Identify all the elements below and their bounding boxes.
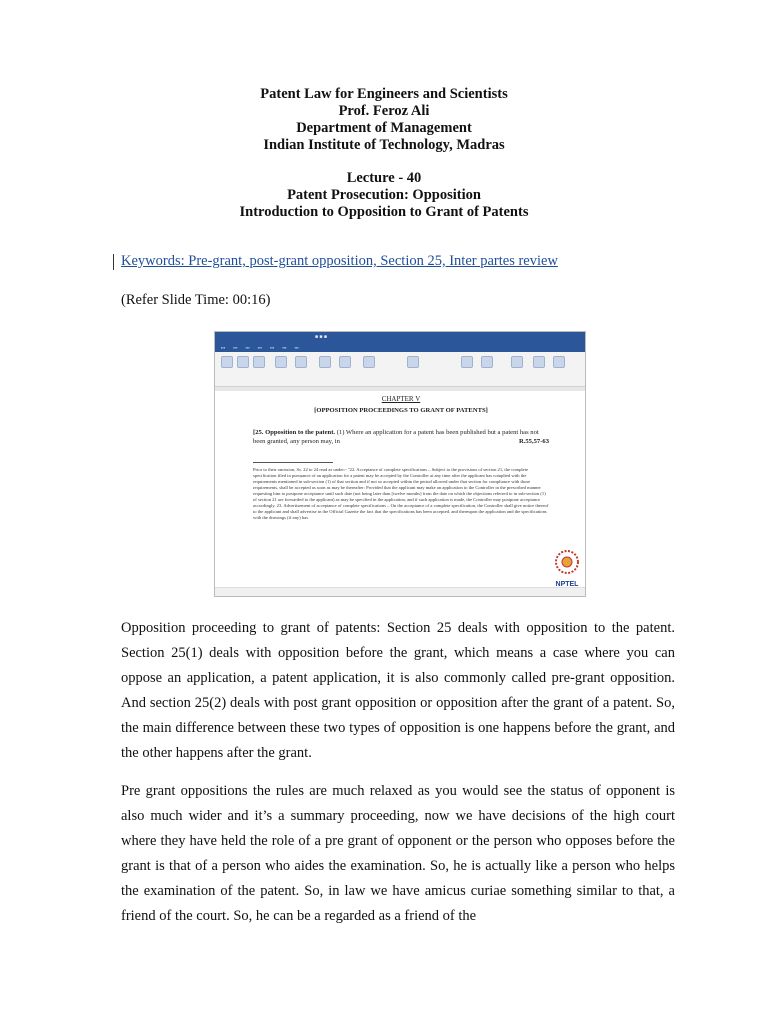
lecture-subtopic: Introduction to Opposition to Grant of Patents (239, 204, 529, 220)
word-ribbon-tabs (215, 343, 585, 352)
section-rule-ref: R.55,57-63 (518, 438, 549, 446)
word-ruler (215, 387, 585, 391)
compare-icon (511, 356, 523, 368)
department-name: Department of Management (296, 120, 472, 136)
text-cursor (113, 254, 114, 270)
word-ribbon-toolbar (215, 352, 585, 387)
word-status-bar (215, 587, 585, 596)
ribbon-tab: ▪▪▪ (270, 345, 275, 350)
ribbon-tab: ▪▪▪ (282, 345, 287, 350)
show-comments-icon (363, 356, 375, 368)
word-window-title: ■ ■ ■ (315, 334, 327, 340)
lecture-topic: Patent Prosecution: Opposition (287, 187, 481, 203)
spelling-icon (221, 356, 233, 368)
ribbon-tab: ▪▪▪ (257, 345, 263, 350)
slide-screenshot (214, 331, 586, 597)
paragraph-1: Opposition proceeding to grant of patents: Section 25 deals with opposition to the patent. Section 25(1) deals with opposition before the grant, which means a case where you can oppose an application, a patent application, it is also commonly called pre-grant opposition. And section 25(2) deals with post grant opposition or opposition after the grant of a patent. So, the main difference between these two types of opposition is one happens before the grant, and the other happens after the grant. (121, 620, 675, 761)
ribbon-tab: ▪▪▪ (294, 345, 299, 350)
section-heading: [25. Opposition to the patent. (253, 429, 336, 437)
word-count-icon (253, 356, 265, 368)
refer-slide-time: (Refer Slide Time: 00:16) (121, 292, 271, 308)
delete-comment-icon (339, 356, 351, 368)
translate-icon (275, 356, 287, 368)
nptel-logo (553, 546, 581, 590)
footnote-separator (253, 462, 333, 463)
language-icon (295, 356, 307, 368)
footnote-text: Prior to their omission, Ss. 22 to 24 read as under:- "22. Acceptance of complete specifications – Subject to the provisions of section 21, the complete specification filed in pursuance of an application for a patent may be accepted by the Controller at any time after the applicant has complied with the requirements mentioned in sub-section (1) of that section and if not so accepted within the period allowed under that section for compliance with those requirements, shall be accepted as soon as may be thereafter: Provided that the applicant may make an application to the Controller in the prescribed manner requesting him to postpone acceptance until such date (not being later than [twelve months] from the date on which the objections referred to in sub-section (1) of section 21 are forwarded to the applicant) as may be specified in the application, and if such application is made, the Controller may postpone acceptance accordingly. 23. Advertisement of acceptance of complete specifications – On the acceptance of a complete specification, the Controller shall give notice thereof to the applicant and shall advertise in the Official Gazette the fact that the specifications has been accepted, and thereupon the application and the specifications with the drawings (if any) has (253, 467, 549, 521)
restrict-editing-icon (553, 356, 565, 368)
track-changes-icon (407, 356, 419, 368)
ribbon-tab: ▪▪▪ (221, 345, 226, 350)
reject-icon (481, 356, 493, 368)
section-paragraph (253, 428, 549, 446)
accept-icon (461, 356, 473, 368)
header-spacer (0, 154, 768, 170)
paragraph-2: Pre grant oppositions the rules are much relaxed as you would see the status of opponent is also much wider and it’s a summary proceeding, now we have decisions of the high court where they have held the role of a pre grant of opponent or the person who opposes before the grant is that of a person who aides the examination. So, he is actually like a person who helps the examination of the patent. So, in law we have amicus curiae something similar to that, a friend of the court. So, he can be a regarded as a friend of the (121, 783, 675, 924)
block-authors-icon (533, 356, 545, 368)
ribbon-tab: ▪▪▪ (233, 345, 238, 350)
chapter-label: CHAPTER V (381, 395, 421, 403)
course-title: Patent Law for Engineers and Scientists (260, 86, 508, 102)
new-comment-icon (319, 356, 331, 368)
nptel-logo-text: NPTEL (555, 581, 579, 588)
keywords-link[interactable]: Keywords: Pre-grant, post-grant opposition, Section 25, Inter partes review (121, 253, 558, 269)
chapter-title: [OPPOSITION PROCEEDINGS TO GRANT OF PATENTS] (314, 407, 488, 415)
professor-name: Prof. Feroz Ali (338, 103, 430, 119)
institute-name: Indian Institute of Technology, Madras (263, 137, 505, 153)
thesaurus-icon (237, 356, 249, 368)
lecture-number: Lecture - 40 (346, 170, 422, 186)
word-document-page (253, 392, 549, 588)
section-text: (1) Where an application for a patent has been published but a patent has not been granted, any person may, in (253, 429, 539, 446)
document-header (0, 86, 768, 221)
word-title-bar (215, 332, 585, 343)
ribbon-tab: ▪▪▪ (245, 345, 250, 350)
